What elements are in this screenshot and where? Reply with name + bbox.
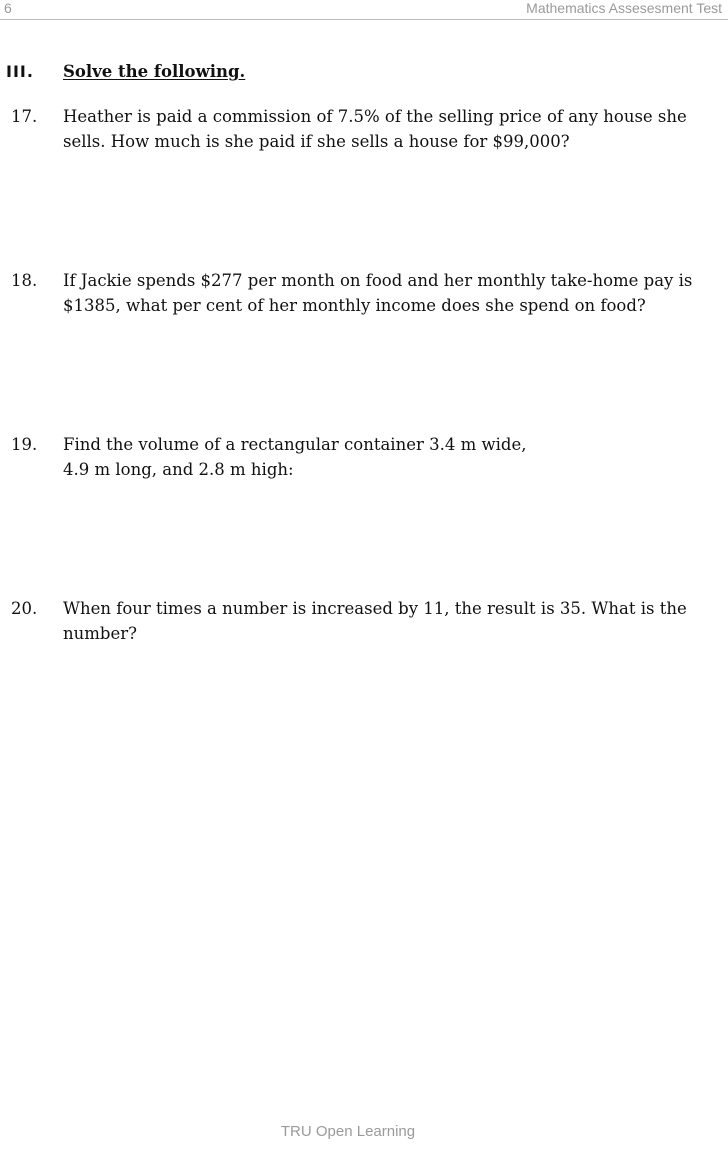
question-line: Heather is paid a commission of 7.5% of the selling price of any house she [63, 107, 687, 126]
question-line: $1385, what per cent of her monthly income does she spend on food? [63, 295, 646, 315]
question-text [63, 105, 713, 154]
question-text [63, 597, 713, 646]
question-line: If Jackie spends $277 per month on food and her monthly take-home pay is [63, 271, 693, 290]
question-number: 20. [11, 599, 38, 618]
question-line: number? [63, 623, 137, 643]
page-footer: TRU Open Learning [280, 1123, 416, 1140]
document-title: Mathematics Assesesment Test [526, 0, 722, 16]
page-number: 6 [4, 0, 12, 16]
section-number: III. [6, 62, 34, 81]
question-number: 19. [11, 435, 38, 454]
question-text [63, 433, 713, 482]
question-line: When four times a number is increased by 11, the result is 35. What is the [63, 599, 687, 618]
section-heading [0, 61, 728, 85]
section-title: Solve the following. [63, 62, 246, 81]
question-line: sells. How much is she paid if she sells a house for $99,000? [63, 131, 570, 151]
page-header [0, 0, 728, 20]
question-number: 17. [11, 107, 38, 126]
question-line: 4.9 m long, and 2.8 m high: [63, 459, 294, 479]
question-text [63, 269, 713, 318]
question-line: Find the volume of a rectangular container 3.4 m wide, [63, 435, 527, 454]
question-number: 18. [11, 271, 38, 290]
